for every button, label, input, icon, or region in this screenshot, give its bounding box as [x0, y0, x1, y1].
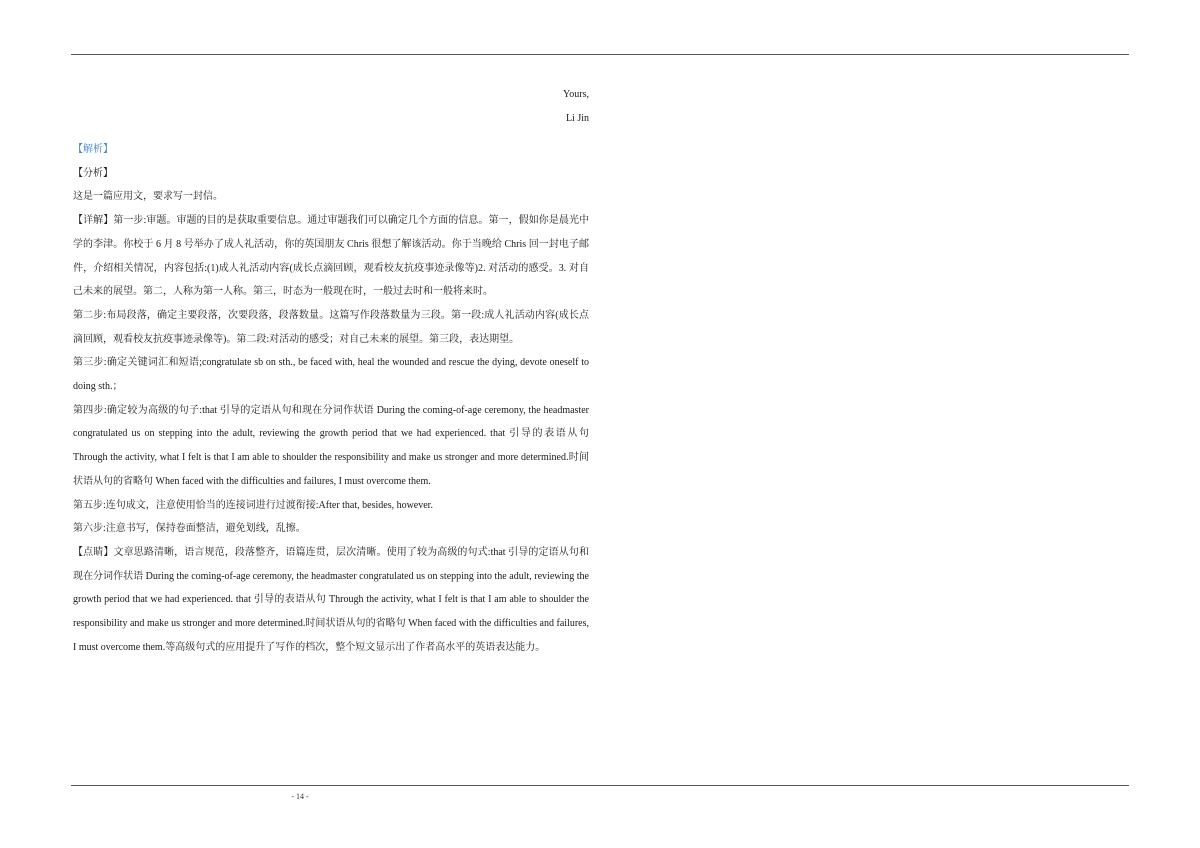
detail-label: 【详解】 — [73, 215, 114, 227]
closing-yours: Yours, — [563, 89, 589, 100]
detail-step1: 第一步:审题。审题的目的是获取重要信息。通过审题我们可以确定几个方面的信息。第一，假如你是晨光中学的李津。你校于 6 月 8 号举办了成人礼活动，你的英国朋友 Chris 很想了解该活动。你于当晚给 Chris 回一封电子邮件，介绍相关情况，内容包括:(1)成人礼活动内容(成长点滴回顾，观看校友抗疫事迹录像等)2. 对活动的感受。3. 对自己未来的展望。第二，人称为第一人称。第三，时态为一般现在时，一般过去时和一般将来时。 — [73, 215, 590, 298]
section-label: 【解析】 — [73, 144, 113, 155]
page-number: - 14 - — [291, 792, 309, 801]
header-rule — [71, 54, 1129, 55]
detail-paragraph — [73, 209, 589, 304]
step5-paragraph: 第五步:连句成文，注意使用恰当的连接词进行过渡衔接:After that, besides, however. — [73, 499, 433, 511]
closing-name: Li Jin — [565, 113, 589, 124]
step3-paragraph: 第三步:确定关键词汇和短语;congratulate sb on sth., be faced with, heal the wounded and rescue the dying, devote oneself to doing sth.； — [73, 357, 589, 393]
comment-paragraph — [73, 541, 589, 660]
step6-paragraph: 第六步:注意书写，保持卷面整洁，避免划线，乱擦。 — [73, 523, 306, 535]
answer-explanation — [73, 138, 589, 659]
comment-label: 【点睛】 — [73, 546, 114, 558]
step4-paragraph: 第四步:确定较为高级的句子:that 引导的定语从句和现在分词作状语 During the coming-of-age ceremony, the headmaster congratulated us on stepping into the adult, reviewing the growth period that we had experienced. that 引导的表语从句 Through the activity, what I felt is that I am able to shoulder the responsibility and make us stronger and more determined.时间状语从句的省略句 When faced with the difficulties and failures, I must overcome them. — [73, 404, 589, 487]
footer-rule — [71, 785, 1129, 786]
intro-paragraph: 这是一篇应用文，要求写一封信。 — [73, 191, 223, 203]
comment-text: 文章思路清晰，语言规范，段落整齐，语篇连贯，层次清晰。使用了较为高级的句式:that 引导的定语从句和现在分词作状语 During the coming-of-age ceremony, the headmaster congratulated us on stepping into the adult, reviewing the growth period that we had experienced. that 引导的表语从句 Through the activity, what I felt is that I am able to shoulder the responsibility and make us stronger and more determined.时间状语从句的省略句 When faced with the difficulties and failures, I must overcome them.等高级句式的应用提升了写作的档次，整个短文显示出了作者高水平的英语表达能力。 — [73, 546, 589, 653]
analysis-heading: 【分析】 — [73, 167, 113, 179]
step2-paragraph: 第二步:布局段落，确定主要段落，次要段落，段落数量。这篇写作段落数量为三段。第一段:成人礼活动内容(成长点滴回顾，观看校友抗疫事迹录像等)。第二段:对活动的感受；对自己未来的展望。第三段，表达期望。 — [73, 309, 589, 345]
